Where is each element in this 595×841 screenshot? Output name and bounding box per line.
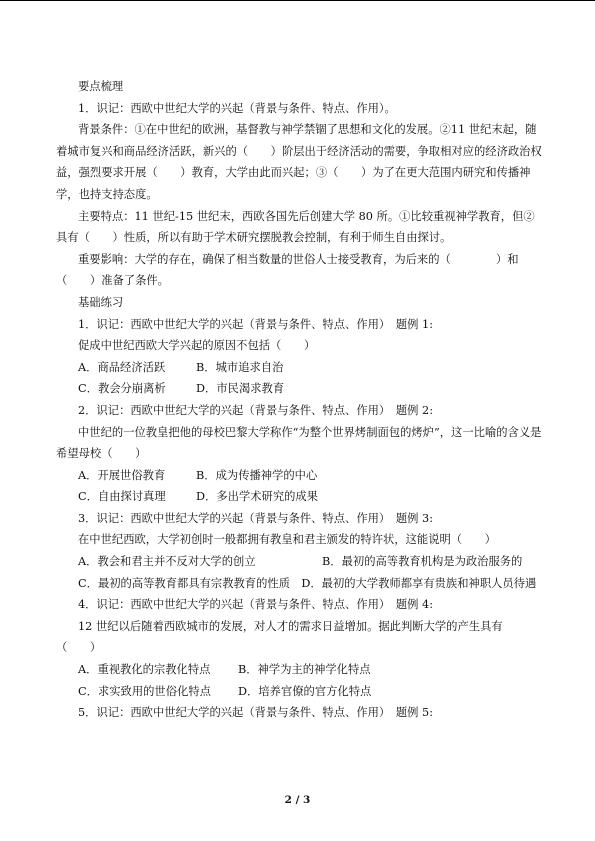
summary-background: 背景条件：①在中世纪的欧洲，基督教与神学禁锢了思想和文化的发展。②11 世纪末起，随着城市复兴和商品经济活跃，新兴的（ ）阶层出于经济活动的需要，争取相对应的经济政治权益，强烈要求开展（ ）教育，大学由此而兴起；③（ ）为了在更大范围内研究和传播神学，也持支持态度。: [56, 123, 542, 201]
question-4-head: 4．识记：西欧中世纪大学的兴起（背景与条件、特点、作用） 题例 4:: [78, 598, 434, 612]
question-5-head: 5．识记：西欧中世纪大学的兴起（背景与条件、特点、作用） 题例 5:: [78, 706, 434, 720]
question-4-options-row-2: [56, 681, 542, 703]
question-2-head: 2．识记：西欧中世纪大学的兴起（背景与条件、特点、作用） 题例 2:: [78, 403, 434, 417]
option-a: A．商品经济活跃: [78, 360, 166, 374]
question-3-options-row-2: [56, 573, 542, 595]
option-d: D．培养官僚的官方化特点: [238, 684, 372, 698]
option-b: B．城市追求自治: [196, 360, 284, 374]
option-b: B．神学为主的神学化特点: [238, 663, 371, 677]
question-3-head: 3．识记：西欧中世纪大学的兴起（背景与条件、特点、作用） 题例 3:: [78, 511, 434, 525]
question-3-options-row-1: [56, 551, 542, 573]
top-rule: [0, 0, 595, 1]
question-4-options-row-1: [56, 659, 542, 681]
question-1-head: 1．识记：西欧中世纪大学的兴起（背景与条件、特点、作用） 题例 1:: [78, 317, 434, 331]
section-title-practice: 基础练习: [78, 295, 124, 309]
section-title-summary: 要点梳理: [78, 80, 124, 93]
question-1-options-row-1: [56, 357, 542, 379]
page-number: 2 / 3: [284, 794, 311, 806]
option-d: D．最初的大学教师都享有贵族和神职人员待遇: [301, 576, 537, 590]
option-a: A．开展世俗教育: [78, 468, 166, 482]
summary-item-1: 1．识记：西欧中世纪大学的兴起（背景与条件、特点、作用）。: [78, 101, 396, 115]
option-c: C．自由探讨真理: [78, 490, 166, 504]
question-1-stem: 促成中世纪西欧大学兴起的原因不包括（ ）: [78, 339, 316, 353]
option-b: B．最初的高等教育机构是为政治服务的: [322, 555, 523, 569]
option-b: B．成为传播神学的中心: [196, 468, 318, 482]
option-a: A．重视教化的宗教化特点: [78, 663, 211, 677]
option-d: D．市民渴求教育: [196, 382, 285, 396]
option-c: C．求实致用的世俗化特点: [78, 684, 211, 698]
option-c: C．最初的高等教育都具有宗教教育的性质: [78, 576, 290, 590]
question-2-stem: 中世纪的一位教皇把他的母校巴黎大学称作“为整个世界烤制面包的烤炉”，这一比喻的含义是希望母校（ ）: [56, 425, 542, 461]
question-1-options-row-2: [56, 378, 542, 400]
summary-features: 主要特点：11 世纪-15 世纪末，西欧各国先后创建大学 80 所。①比较重视神学教育，但②具有（ ）性质，所以有助于学术研究摆脱教会控制，有利于师生自由探讨。: [56, 209, 535, 245]
summary-impact: 重要影响：大学的存在，确保了相当数量的世俗人士接受教育，为后来的（ ）和（ ）准备了条件。: [56, 252, 519, 288]
question-2-options-row-1: [56, 465, 542, 487]
question-2-options-row-2: [56, 486, 542, 508]
question-4-stem: 12 世纪以后随着西欧城市的发展，对人才的需求日益增加。据此判断大学的产生具有（ ）: [56, 619, 503, 655]
question-3-stem: 在中世纪西欧，大学初创时一般都拥有教皇和君主颁发的特许状，这能说明（ ）: [78, 533, 496, 547]
option-d: D．多出学术研究的成果: [196, 490, 319, 504]
page-content: [56, 76, 542, 724]
option-c: C．教会分崩离析: [78, 382, 166, 396]
option-a: A．教会和君主并不反对大学的创立: [78, 555, 256, 569]
